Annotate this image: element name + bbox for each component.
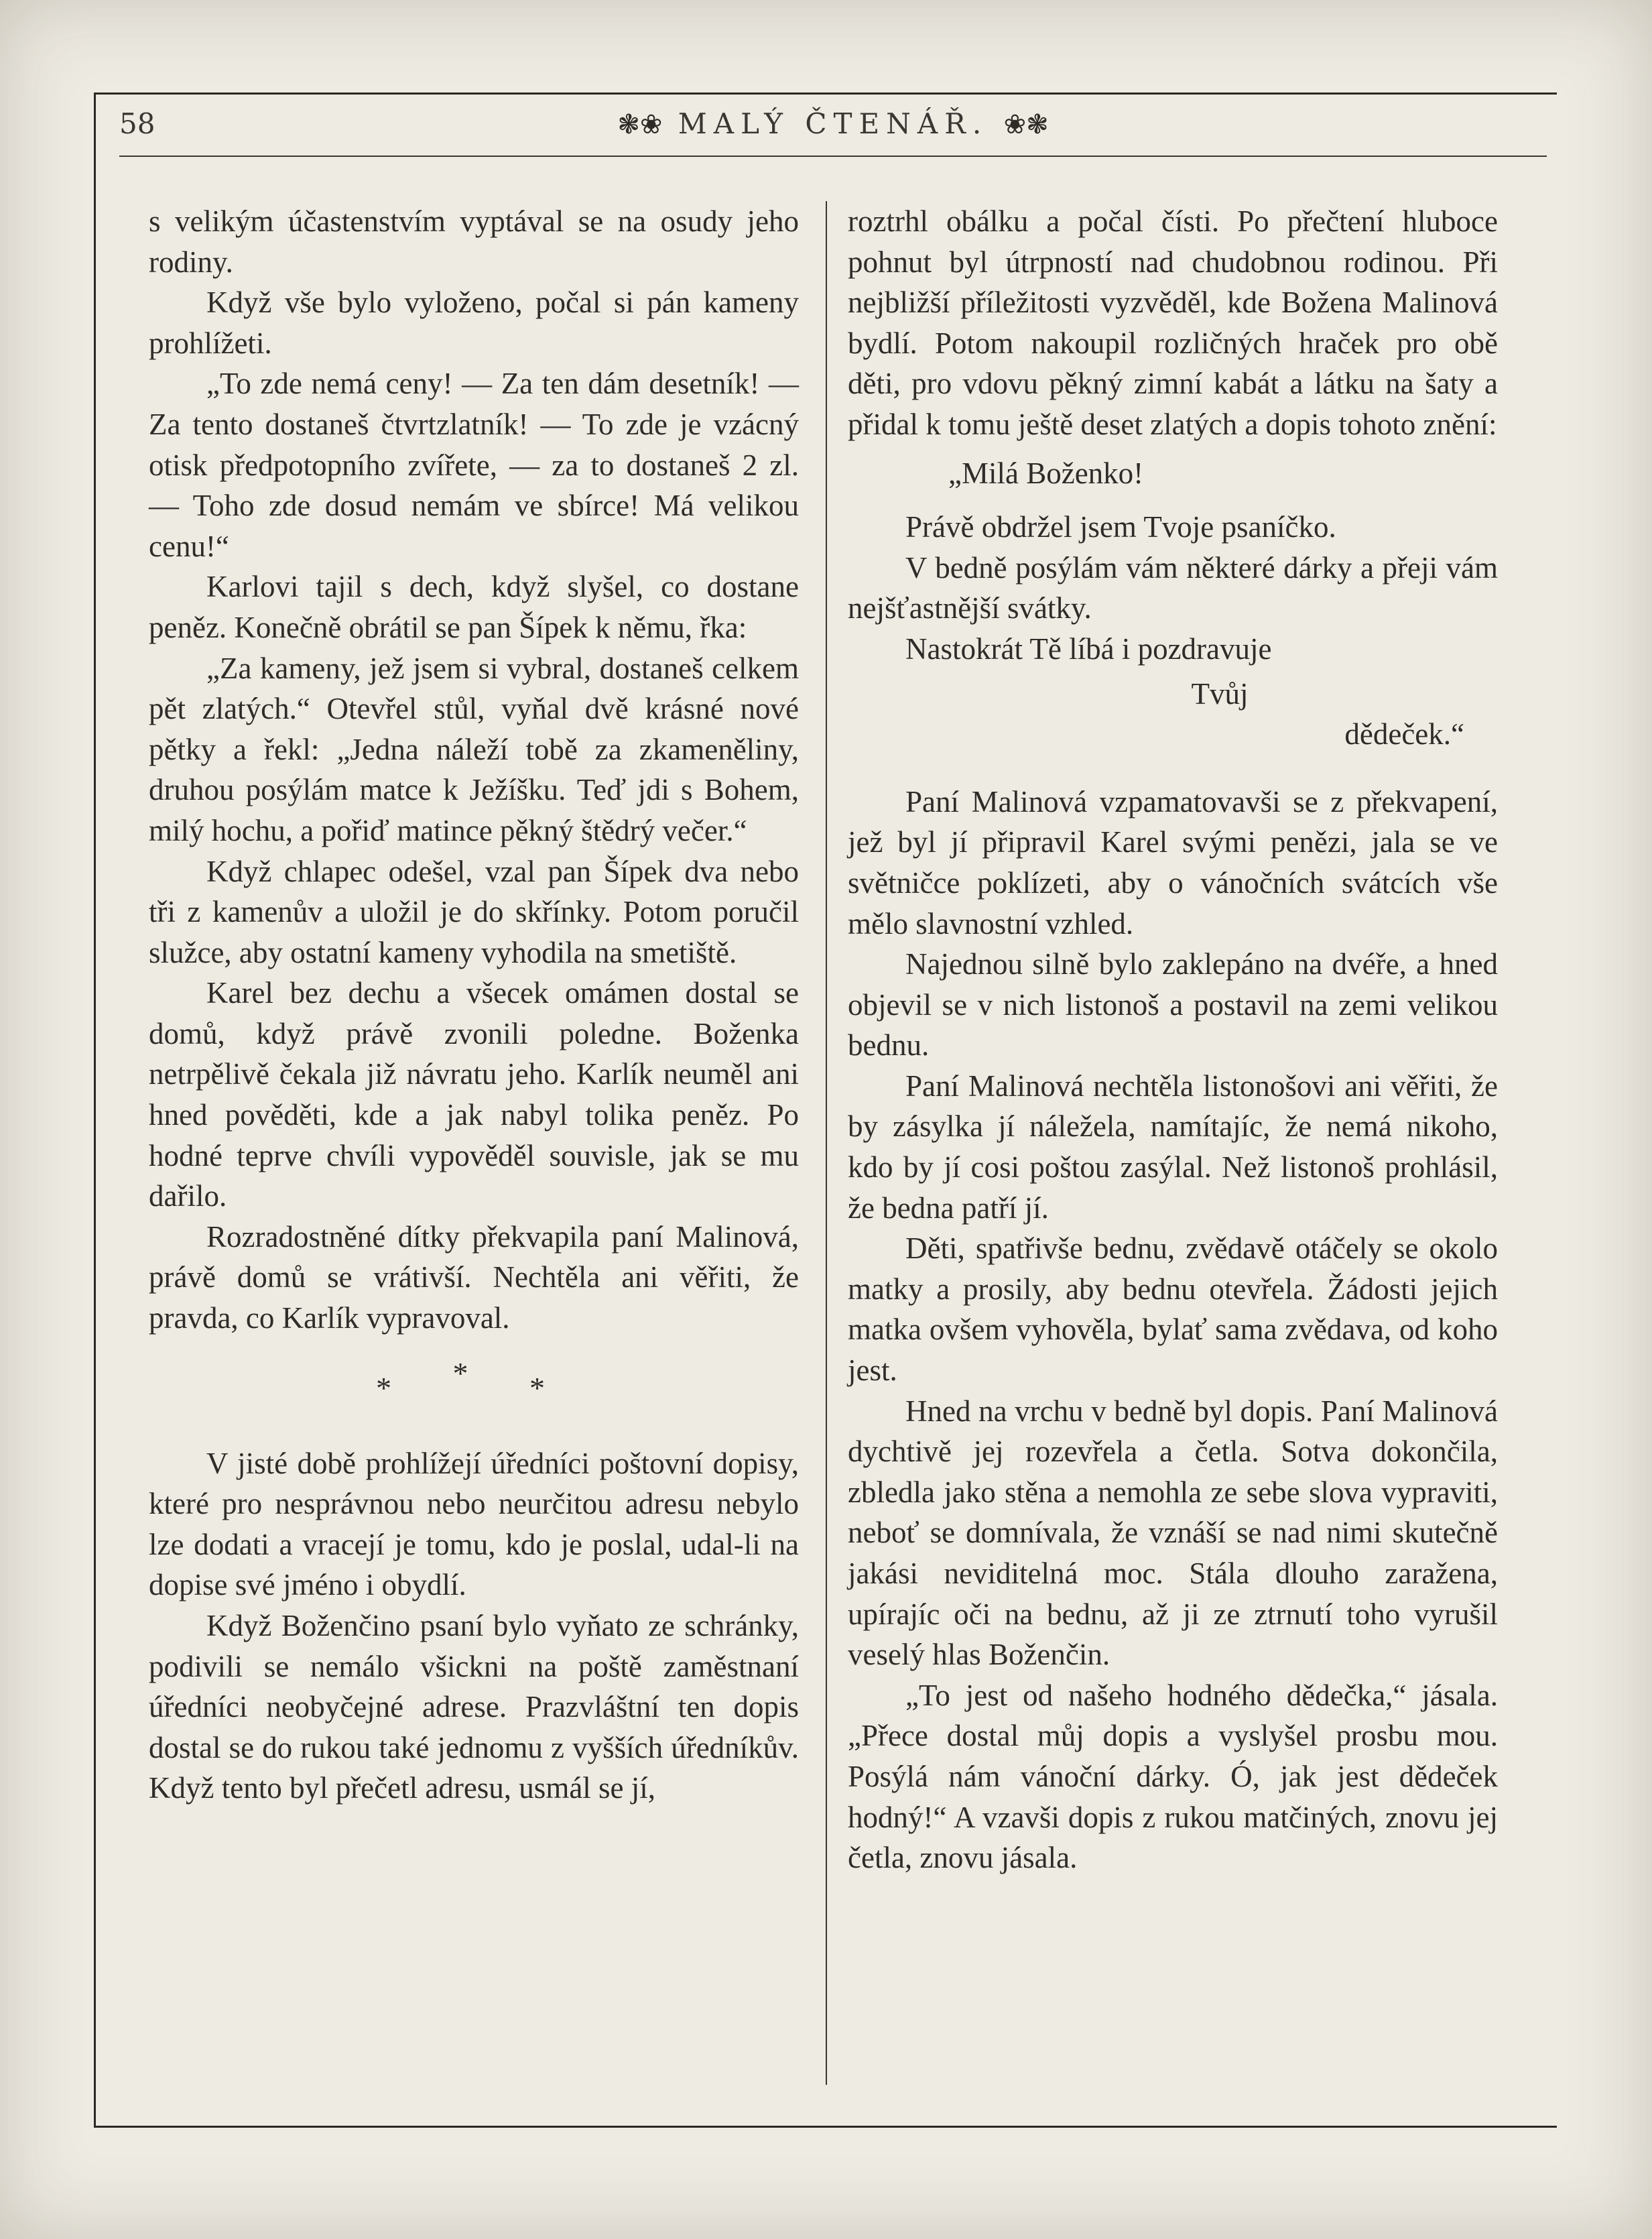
paragraph: „To zde nemá ceny! — Za ten dám desetník! — Za tento dostaneš čtvrtzlatník! — To zde je vzácný otisk předpotopního zvířete, — za to dostaneš 2 zl. — Toho zde dosud nemám ve sbírce! Má velikou cenu!“ bbox=[149, 367, 799, 563]
asterisk-icon: * bbox=[376, 1370, 418, 1405]
running-title bbox=[119, 107, 1547, 140]
paragraph: Když Boženčino psaní bylo vyňato ze schránky, podivili se nemálo všickni na poště zaměstnaní úředníci neobyčejné adrese. Prazvláštní ten dopis dostal se do rukou také jednomu z vyšších úředníkův. Když tento byl přečetl adresu, usmál se jí, bbox=[149, 1609, 799, 1805]
paragraph: roztrhl obálku a počal čísti. Po přečtení hluboce pohnut byl útrpností nad chudobnou rodinou. Při nejbližší příležitosti vyzvěděl, kde Božena Malinová bydlí. Potom nakoupil rozličných hraček pro obě děti, pro vdovu pěkný zimní kabát a látku na šaty a přidal k tomu ještě deset zlatých a dopis tohoto znění: bbox=[848, 204, 1498, 441]
ornament-right-icon: ❀❃ bbox=[1003, 109, 1049, 140]
letter-greeting: „Milá Boženko! bbox=[948, 456, 1144, 490]
letter-line: V bedně posýlám vám některé dárky a přeji vám nejšťastnější svátky. bbox=[848, 550, 1498, 625]
asterisk-icon: * bbox=[452, 1355, 495, 1390]
letter-line: Nastokrát Tě líbá i pozdravuje bbox=[905, 631, 1272, 666]
periodical-title: MALÝ ČTENÁŘ. bbox=[678, 107, 989, 140]
asterisk-icon: * bbox=[529, 1370, 572, 1405]
letter-signature: dědeček.“ bbox=[1344, 717, 1464, 751]
ornament-left-icon: ❃❀ bbox=[617, 109, 663, 140]
paragraph: Rozradostněné dítky překvapila paní Malinová, právě domů se vrátivší. Nechtěla ani věřiti, že pravda, co Karlík vypravoval. bbox=[149, 1219, 799, 1335]
paragraph: Karel bez dechu a všecek omámen dostal se domů, když právě zvonili poledne. Boženka netrpělivě čekala již návratu jeho. Karlík neuměl ani hned pověděti, kde a jak nabyl tolika peněz. Po hodné teprve chvíli vypověděl souvisle, jak se mu dařilo. bbox=[149, 976, 799, 1213]
paragraph: Paní Malinová vzpamatovavši se z překvapení, jež byl jí připravil Karel svými penězi, jala se ve světničce poklízeti, aby o vánočních svátcích vše mělo slavnostní vzhled. bbox=[848, 784, 1498, 941]
paragraph: Děti, spatřivše bednu, zvědavě otáčely se okolo matky a prosily, aby bednu otevřela. Žádosti jejich matka ovšem vyhověla, bylať sama zvědava, od koho jest. bbox=[848, 1231, 1498, 1388]
paragraph: Když chlapec odešel, vzal pan Šípek dva nebo tři z kamenův a uložil je do skřínky. Potom poručil služce, aby ostatní kameny vyhodila na smetiště. bbox=[149, 854, 799, 969]
paragraph: Najednou silně bylo zaklepáno na dvéře, a hned objevil se v nich listonoš a postavil na zemi velikou bednu. bbox=[848, 947, 1498, 1063]
paragraph: Karlovi tajil s dech, když slyšel, co dostane peněz. Konečně obrátil se pan Šípek k němu, řka: bbox=[149, 570, 799, 644]
right-column bbox=[848, 201, 1498, 1878]
paragraph: V jisté době prohlížejí úředníci poštovní dopisy, které pro nesprávnou nebo neurčitou adresu nebylo lze dodati a vracejí je tomu, kdo je poslal, udal-li na dopise své jméno i obydlí. bbox=[149, 1446, 799, 1602]
letter-signature: Tvůj bbox=[1191, 676, 1249, 711]
paragraph: „Za kameny, jež jsem si vybral, dostaneš celkem pět zlatých.“ Otevřel stůl, vyňal dvě krásné nové pětky a řekl: „Jedna náleží tobě za zkameněliny, druhou posýlám matce k Ježíšku. Teď jdi s Bohem, milý hochu, a pořiď matince pěkný štědrý večer.“ bbox=[149, 651, 799, 847]
letter bbox=[848, 453, 1498, 755]
left-column bbox=[149, 201, 799, 1809]
page-header bbox=[119, 107, 1547, 154]
section-separator bbox=[149, 1355, 799, 1408]
letter-line: Právě obdržel jsem Tvoje psaníčko. bbox=[905, 510, 1336, 544]
paragraph: Když vše bylo vyloženo, počal si pán kameny prohlížeti. bbox=[149, 286, 799, 360]
page-number: 58 bbox=[119, 107, 155, 140]
paragraph: Hned na vrchu v bedně byl dopis. Paní Malinová dychtivě jej rozevřela a četla. Sotva dokončila, zbledla jako stěna a nemohla ze sebe slova vypraviti, neboť se domnívala, že vznáší se nad nimi skutečně jakási neviditelná moc. Stála dlouho zaražena, upírajíc oči na bednu, až ji ze ztrnutí toho vyrušil veselý hlas Boženčin. bbox=[848, 1394, 1498, 1672]
header-rule bbox=[119, 156, 1547, 157]
paragraph: „To jest od našeho hodného dědečka,“ jásala. „Přece dostal můj dopis a vyslyšel prosbu mou. Posýlá nám vánoční dárky. Ó, jak jest dědeček hodný!“ A vzavši dopis z rukou matčiných, znovu jej četla, znovu jásala. bbox=[848, 1678, 1498, 1875]
paragraph: Paní Malinová nechtěla listonošovi ani věřiti, že by zásylka jí náležela, namítajíc, že nemá nikoho, kdo by jí cosi poštou zasýlal. Než listonoš prohlásil, že bedna patří jí. bbox=[848, 1069, 1498, 1225]
column-divider bbox=[826, 201, 827, 2085]
paragraph: s velikým účastenstvím vyptával se na osudy jeho rodiny. bbox=[149, 204, 799, 279]
